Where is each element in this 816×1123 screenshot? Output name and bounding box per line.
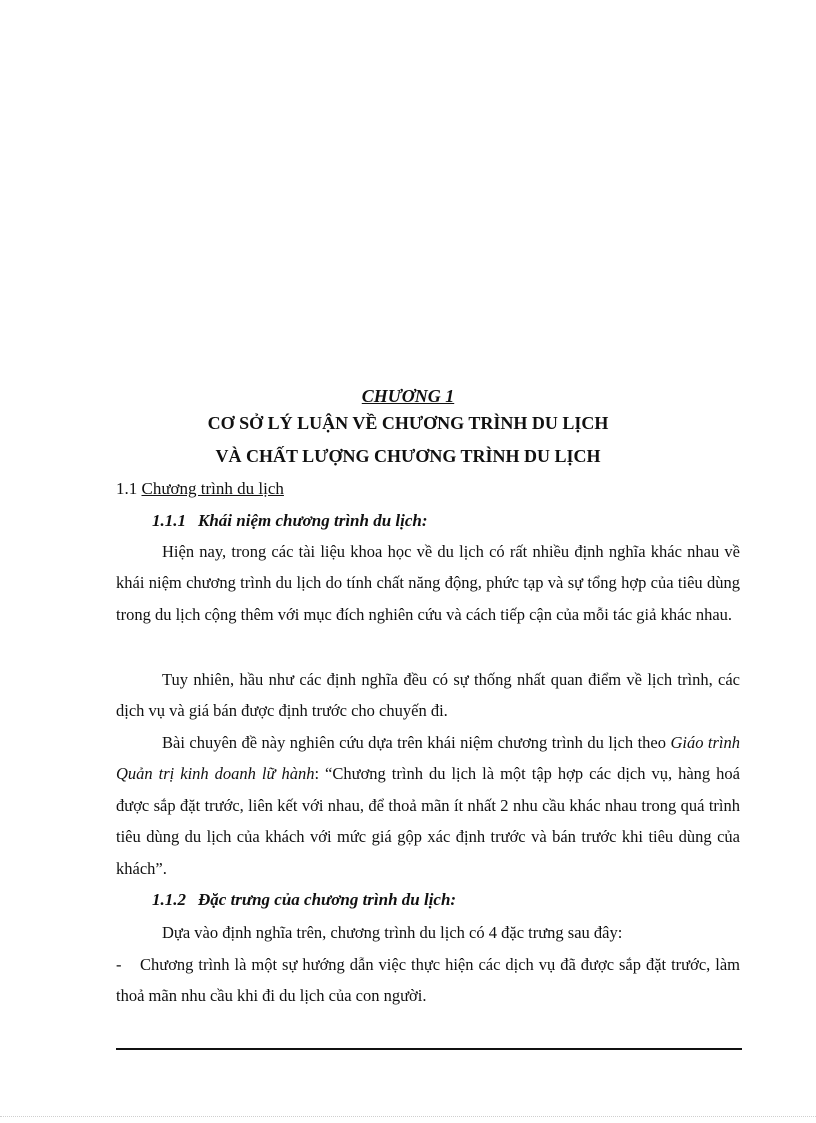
- paragraph-2: Tuy nhiên, hầu như các định nghĩa đều có sự thống nhất quan điểm về lịch trình, các dịch vụ và giá bán được định trước cho chuyến đi.: [116, 670, 740, 721]
- page-bottom-border: [0, 1116, 816, 1117]
- book-title: Giáo trình Quản trị kinh doanh lữ hành: [116, 733, 740, 784]
- paragraph-intro: Dựa vào định nghĩa trên, chương trình du lịch có 4 đặc trưng sau đây:: [162, 923, 623, 942]
- chapter-title-line1: CƠ SỞ LÝ LUẬN VỀ CHƯƠNG TRÌNH DU LỊCH: [207, 413, 609, 433]
- paragraph-1: Hiện nay, trong các tài liệu khoa học về du lịch có rất nhiều định nghĩa khác nhau về khái niệm chương trình du lịch do tính chất năng động, phức tạp và sự tổng hợp của tiêu dùng trong du lịch cộng thêm với mục đích nghiên cứu và cách tiếp cận của mỗi tác giả khác nhau.: [116, 542, 740, 624]
- subsection-number: 1.1.1: [152, 511, 186, 530]
- bullet-item-1: - Chương trình là một sự hướng dẫn việc thực hiện các dịch vụ đã được sắp đặt trước, làm thoả mãn nhu cầu khi đi du lịch của con người.: [116, 949, 740, 1012]
- paragraph-3: Bài chuyên đề này nghiên cứu dựa trên khái niệm chương trình du lịch theo Giáo trình Quản trị kinh doanh lữ hành: “Chương trình du lịch là một tập hợp các dịch vụ, hàng hoá được sắp đặt trước, liên kết với nhau, để thoả mãn ít nhất 2 nhu cầu khác nhau trong quá trình tiêu dùng du lịch của khách với mức giá gộp xác định trước và bán trước khi tiêu dùng của khách”.: [116, 733, 740, 878]
- chapter-number: CHƯƠNG 1: [361, 386, 455, 406]
- subsection-heading-1: [152, 510, 428, 532]
- section-number: 1.1: [116, 479, 138, 498]
- footer-rule: [116, 1048, 742, 1050]
- section-title: Chương trình du lịch: [141, 479, 284, 498]
- subsection-title: Khái niệm chương trình du lịch:: [198, 511, 428, 530]
- chapter-title-line2: VÀ CHẤT LƯỢNG CHƯƠNG TRÌNH DU LỊCH: [215, 446, 601, 466]
- bullet-marker: -: [116, 955, 122, 974]
- subsection-title: Đặc trưng của chương trình du lịch:: [198, 890, 457, 909]
- subsection-number: 1.1.2: [152, 890, 186, 909]
- subsection-heading-2: [152, 889, 456, 911]
- section-heading: [116, 478, 284, 500]
